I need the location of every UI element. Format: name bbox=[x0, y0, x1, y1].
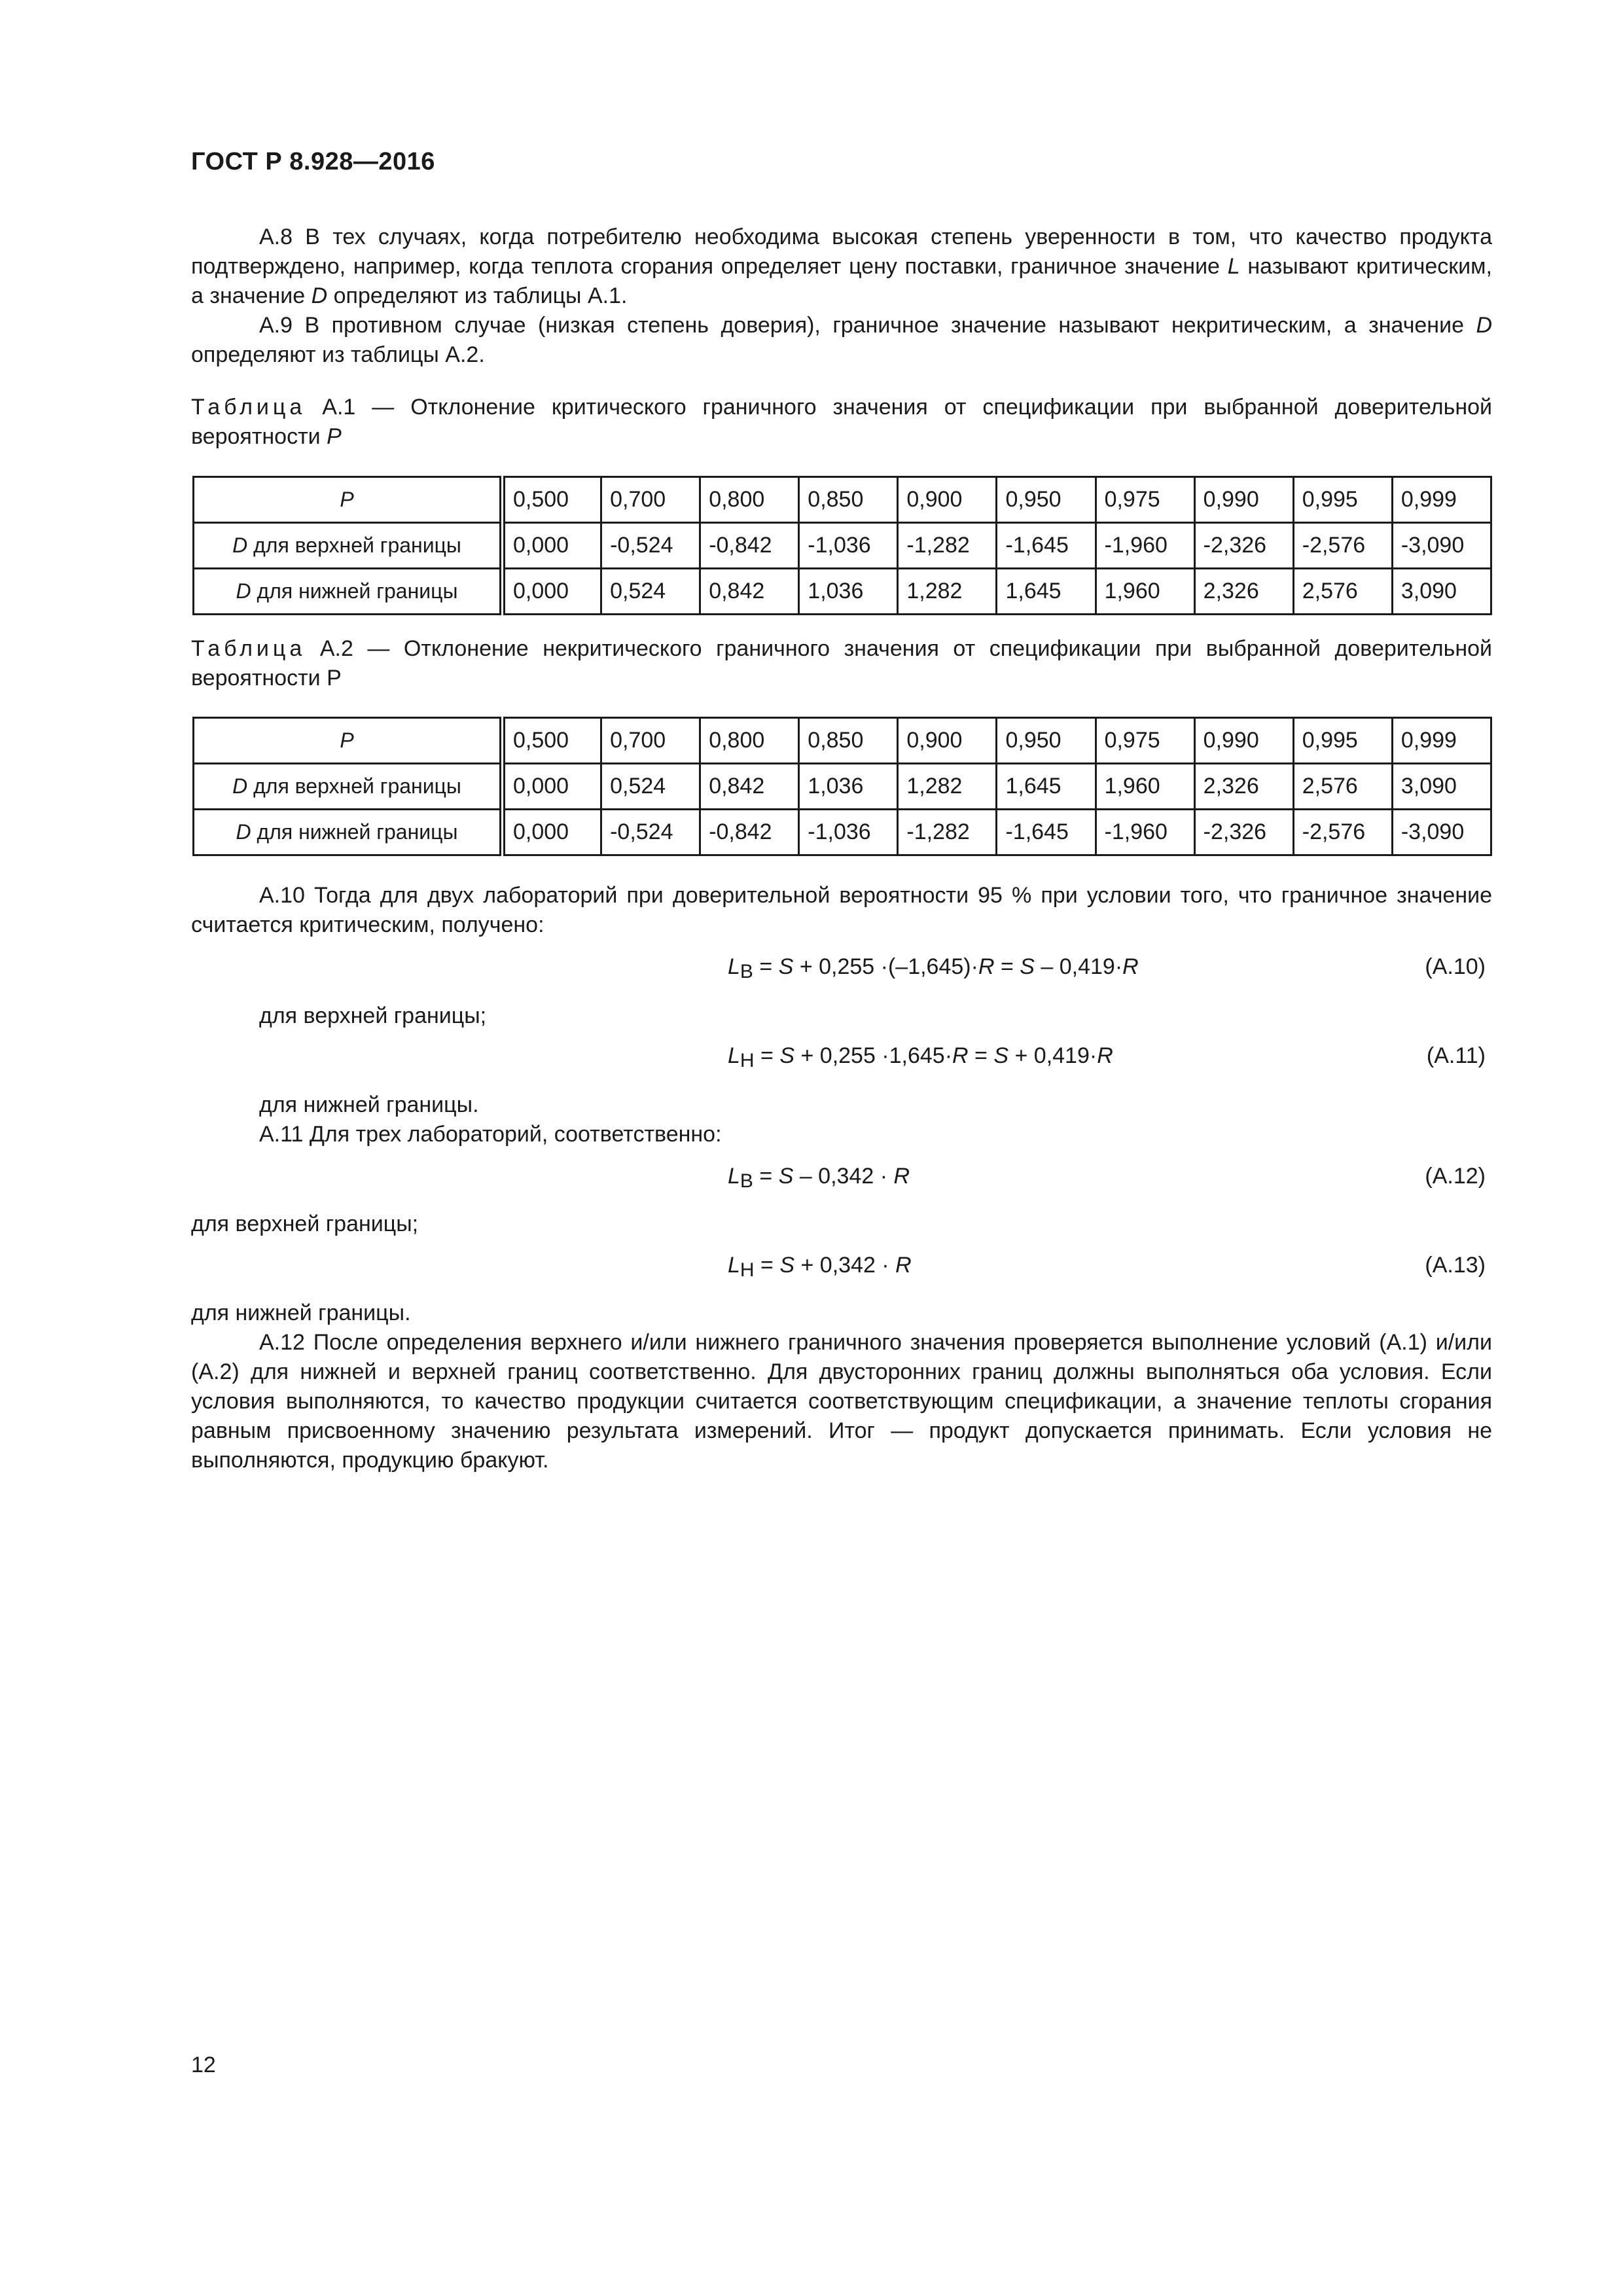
table-a1-label: Таблица bbox=[191, 395, 306, 420]
table-cell: 1,645 bbox=[997, 569, 1096, 615]
table-cell: -1,645 bbox=[997, 810, 1096, 855]
document-header: ГОСТ Р 8.928—2016 bbox=[191, 148, 435, 175]
table-cell: 0,900 bbox=[898, 477, 997, 523]
paragraph-a12-block: для нижней границы. А.12 После определения верхнего и/или нижнего граничного значения проверяется выполнение условий (А.1) и/или (А.2) для нижней и верхней границ соответственно. Для двусторонних границ должны выполняться оба условия. Если условия выполняются, то качество продукции считается соответствующим спецификации, а значение теплоты сгорания равным присвоенному значению результата измерений. Итог — продукт допускается принимать. Если условия не выполняются, продукцию бракуют. bbox=[191, 1299, 1492, 1475]
upper-bound-note-1: для верхней границы; bbox=[259, 1003, 487, 1028]
table-cell: 0,990 bbox=[1194, 477, 1293, 523]
table-row bbox=[194, 477, 1491, 523]
formula-a12-number: (А.12) bbox=[1425, 1164, 1486, 1189]
table-cell: 1,960 bbox=[1096, 569, 1194, 615]
table-cell: 1,282 bbox=[898, 764, 997, 810]
formula-a11-expression: $L_H = S + 0,255 \cdot 1,645\cdot R = S + 0,419\cdot R$ bbox=[728, 1043, 1113, 1071]
formula-a13-expression: $L_H = S + 0,342 \cdot R$ bbox=[728, 1253, 912, 1281]
table-cell: 0,975 bbox=[1096, 477, 1194, 523]
table-cell: 0,950 bbox=[997, 477, 1096, 523]
table-cell: -1,282 bbox=[898, 810, 997, 855]
table-row bbox=[194, 718, 1491, 764]
table-a2-label: Таблица bbox=[191, 636, 306, 661]
table-a1 bbox=[192, 476, 1492, 615]
paragraph-a10-block bbox=[191, 881, 1492, 940]
table-cell: 0,700 bbox=[601, 477, 700, 523]
table-row bbox=[194, 569, 1491, 615]
table-cell: -1,282 bbox=[898, 523, 997, 569]
table-cell: 2,326 bbox=[1194, 569, 1293, 615]
formula-a10-number: (А.10) bbox=[1425, 954, 1486, 979]
table-a2-caption-text: А.2 — Отклонение некритического граничного значения от спецификации при выбранной доверительной вероятности P bbox=[191, 636, 1492, 691]
formula-a12 bbox=[191, 1164, 1492, 1196]
table-cell: 1,036 bbox=[799, 764, 898, 810]
table-cell: 0,990 bbox=[1194, 718, 1293, 764]
table-a2 bbox=[192, 717, 1492, 856]
table-cell: 0,842 bbox=[700, 569, 799, 615]
row-header: P bbox=[194, 477, 503, 523]
row-header: P bbox=[194, 718, 503, 764]
table-cell: 2,576 bbox=[1293, 764, 1392, 810]
table-cell: 0,000 bbox=[503, 569, 601, 615]
table-cell: 1,645 bbox=[997, 764, 1096, 810]
table-cell: 0,999 bbox=[1392, 718, 1491, 764]
table-cell: 0,800 bbox=[700, 718, 799, 764]
formula-a10-expression: $L_B = S + 0,255 \cdot(-1,645)\cdot R = S - 0,419\cdot R$ bbox=[728, 954, 1139, 982]
table-cell: 0,850 bbox=[799, 477, 898, 523]
table-cell: -0,524 bbox=[601, 523, 700, 569]
table-cell: 0,000 bbox=[503, 523, 601, 569]
table-cell: -1,036 bbox=[799, 523, 898, 569]
row-header: D для верхней границы bbox=[194, 523, 503, 569]
table-cell: 0,800 bbox=[700, 477, 799, 523]
table-cell: -3,090 bbox=[1392, 810, 1491, 855]
table-cell: 3,090 bbox=[1392, 764, 1491, 810]
table-cell: 0,900 bbox=[898, 718, 997, 764]
lower-bound-note-1: для нижней границы. А.11 Для трех лабораторий, соответственно: bbox=[191, 1090, 1492, 1149]
row-header: D для верхней границы bbox=[194, 764, 503, 810]
table-cell: 0,842 bbox=[700, 764, 799, 810]
row-header: D для нижней границы bbox=[194, 810, 503, 855]
upper-bound-note-2: для верхней границы; bbox=[191, 1211, 419, 1236]
table-cell: 0,975 bbox=[1096, 718, 1194, 764]
paragraph-a12: А.12 После определения верхнего и/или нижнего граничного значения проверяется выполнение условий (А.1) и/или (А.2) для нижней и верхней границ соответственно. Для двусторонних границ должны выполняться оба условия. Если условия выполняются, то качество продукции считается соответствующим спецификации, а значение теплоты сгорания равным присвоенному значению результата измерений. Итог — продукт допускается принимать. Если условия не выполняются, продукцию бракуют. bbox=[191, 1330, 1492, 1473]
paragraph-a8: А.8 В тех случаях, когда потребителю необходима высокая степень уверенности в том, что качество продукта подтверждено, например, когда теплота сгорания определяет цену поставки, граничное значение L называют критическим, а значение D определяют из таблицы А.1. bbox=[191, 224, 1492, 308]
table-cell: 1,960 bbox=[1096, 764, 1194, 810]
table-cell: 1,282 bbox=[898, 569, 997, 615]
table-cell: -2,576 bbox=[1293, 523, 1392, 569]
table-cell: 0,999 bbox=[1392, 477, 1491, 523]
row-header: D для нижней границы bbox=[194, 569, 503, 615]
table-cell: -0,524 bbox=[601, 810, 700, 855]
formula-a13 bbox=[191, 1253, 1492, 1285]
table-cell: -1,960 bbox=[1096, 523, 1194, 569]
table-cell: -2,326 bbox=[1194, 523, 1293, 569]
table-cell: 0,500 bbox=[503, 477, 601, 523]
table-cell: -1,645 bbox=[997, 523, 1096, 569]
table-cell: -1,960 bbox=[1096, 810, 1194, 855]
paragraph-a11: А.11 Для трех лабораторий, соответственно: bbox=[259, 1122, 722, 1147]
table-cell: 0,524 bbox=[601, 764, 700, 810]
table-a1-caption-text: А.1 — Отклонение критического граничного значения от спецификации при выбранной доверительной вероятности P bbox=[191, 395, 1492, 449]
page-number: 12 bbox=[191, 2053, 216, 2077]
table-a1-caption bbox=[191, 393, 1492, 452]
formula-a12-expression: $L_B = S - 0,342 \cdot R$ bbox=[728, 1164, 910, 1192]
table-cell: -3,090 bbox=[1392, 523, 1491, 569]
formula-a13-number: (А.13) bbox=[1425, 1253, 1486, 1278]
table-cell: 0,995 bbox=[1293, 477, 1392, 523]
table-cell: 1,036 bbox=[799, 569, 898, 615]
table-cell: 3,090 bbox=[1392, 569, 1491, 615]
table-cell: 0,950 bbox=[997, 718, 1096, 764]
table-cell: 0,524 bbox=[601, 569, 700, 615]
formula-a11 bbox=[191, 1043, 1492, 1076]
table-cell: 0,000 bbox=[503, 810, 601, 855]
table-cell: 2,576 bbox=[1293, 569, 1392, 615]
table-cell: 2,326 bbox=[1194, 764, 1293, 810]
formula-a10 bbox=[191, 954, 1492, 987]
table-cell: 0,850 bbox=[799, 718, 898, 764]
table-cell: -1,036 bbox=[799, 810, 898, 855]
table-cell: 0,995 bbox=[1293, 718, 1392, 764]
table-cell: 0,700 bbox=[601, 718, 700, 764]
table-a2-caption bbox=[191, 634, 1492, 693]
table-cell: -0,842 bbox=[700, 810, 799, 855]
formula-a11-number: (А.11) bbox=[1426, 1043, 1486, 1068]
table-cell: 0,500 bbox=[503, 718, 601, 764]
paragraphs-a8-a9 bbox=[191, 223, 1492, 370]
table-cell: -0,842 bbox=[700, 523, 799, 569]
paragraph-a9: А.9 В противном случае (низкая степень доверия), граничное значение называют некритическим, а значение D определяют из таблицы А.2. bbox=[191, 313, 1492, 367]
table-row bbox=[194, 810, 1491, 855]
table-cell: -2,326 bbox=[1194, 810, 1293, 855]
paragraph-a10: А.10 Тогда для двух лабораторий при доверительной вероятности 95 % при условии того, что граничное значение считается критическим, получено: bbox=[191, 883, 1492, 937]
table-row bbox=[194, 764, 1491, 810]
table-cell: -2,576 bbox=[1293, 810, 1392, 855]
table-cell: 0,000 bbox=[503, 764, 601, 810]
table-row bbox=[194, 523, 1491, 569]
